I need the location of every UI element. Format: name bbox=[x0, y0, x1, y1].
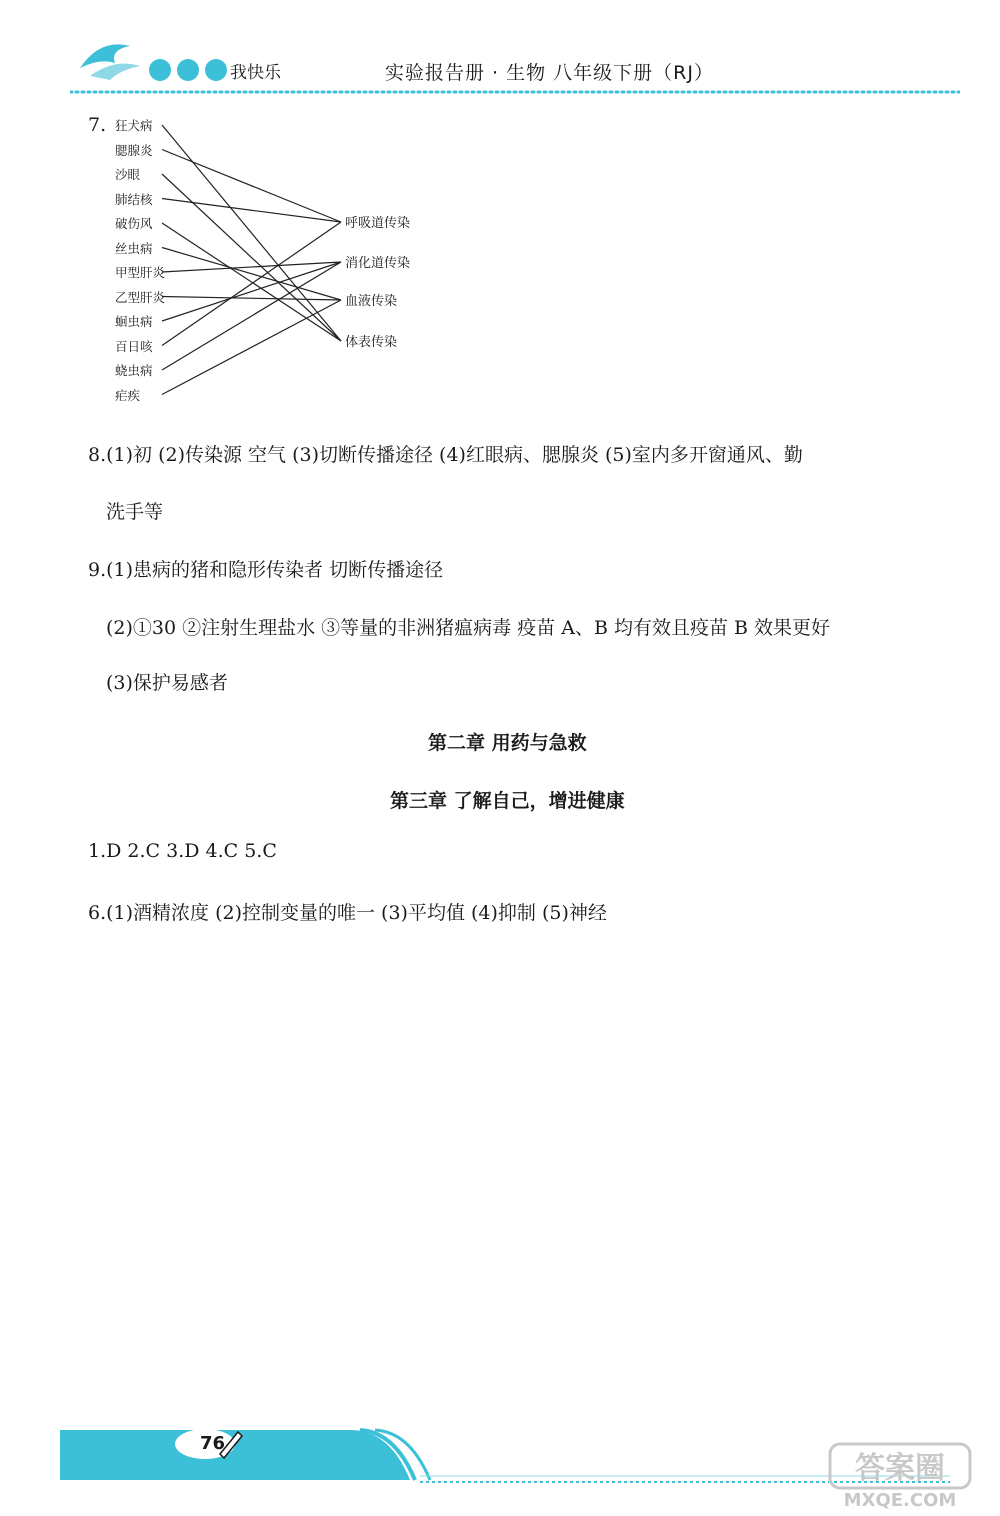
disease-label: 蛔虫病 bbox=[115, 314, 153, 329]
q9-line-2: (2)①30 ②注射生理盐水 ③等量的非洲猪瘟病毒 疫苗 A、B 均有效且疫苗 B 效果更好 bbox=[106, 617, 831, 639]
disease-label: 百日咳 bbox=[115, 338, 153, 354]
disease-label: 疟疾 bbox=[115, 387, 141, 403]
brand-text: 我快乐 bbox=[230, 63, 281, 83]
q9-line-1: 9.(1)患病的猪和隐形传染者 切断传播途径 bbox=[88, 559, 444, 581]
disease-label: 破伤风 bbox=[115, 216, 153, 231]
q7-number: 7. bbox=[88, 114, 107, 136]
q8-line-2: 洗手等 bbox=[106, 501, 164, 523]
disease-label: 沙眼 bbox=[115, 167, 141, 182]
disease-label: 乙型肝炎 bbox=[115, 289, 166, 305]
disease-label: 狂犬病 bbox=[115, 118, 153, 133]
header-title: 实验报告册 · 生物 八年级下册（RJ） bbox=[385, 62, 714, 84]
disease-label: 甲型肝炎 bbox=[115, 265, 166, 280]
route-label: 消化道传染 bbox=[345, 256, 411, 271]
route-label: 呼吸道传染 bbox=[345, 216, 411, 231]
match-line bbox=[162, 125, 341, 341]
ch3-answers-line-1: 1.D 2.C 3.D 4.C 5.C bbox=[88, 840, 277, 862]
svg-text:答案圈: 答案圈 bbox=[855, 1451, 945, 1486]
chapter-2-heading: 第二章 用药与急救 bbox=[428, 732, 587, 754]
svg-text:MXQE.COM: MXQE.COM bbox=[843, 1490, 957, 1511]
ch3-answers-line-2: 6.(1)酒精浓度 (2)控制变量的唯一 (3)平均值 (4)抑制 (5)神经 bbox=[88, 902, 607, 924]
q9-line-3: (3)保护易感者 bbox=[106, 672, 228, 694]
route-label: 血液传染 bbox=[345, 294, 398, 309]
match-line bbox=[162, 150, 341, 223]
disease-label: 腮腺炎 bbox=[115, 142, 153, 158]
match-line bbox=[162, 300, 341, 395]
page-number: 76 bbox=[200, 1433, 226, 1454]
route-label: 体表传染 bbox=[345, 335, 398, 350]
q8-line-1: 8.(1)初 (2)传染源 空气 (3)切断传播途径 (4)红眼病、腮腺炎 (5)室内多开窗通风、勤 bbox=[88, 444, 803, 466]
disease-label: 肺结核 bbox=[115, 191, 153, 207]
chapter-3-heading: 第三章 了解自己，增进健康 bbox=[390, 790, 625, 812]
match-line bbox=[162, 297, 341, 301]
match-line bbox=[162, 199, 341, 223]
watermark bbox=[820, 1440, 980, 1512]
disease-label: 丝虫病 bbox=[115, 240, 153, 256]
q7-matching-lines bbox=[0, 0, 1000, 420]
disease-label: 蛲虫病 bbox=[115, 363, 153, 378]
